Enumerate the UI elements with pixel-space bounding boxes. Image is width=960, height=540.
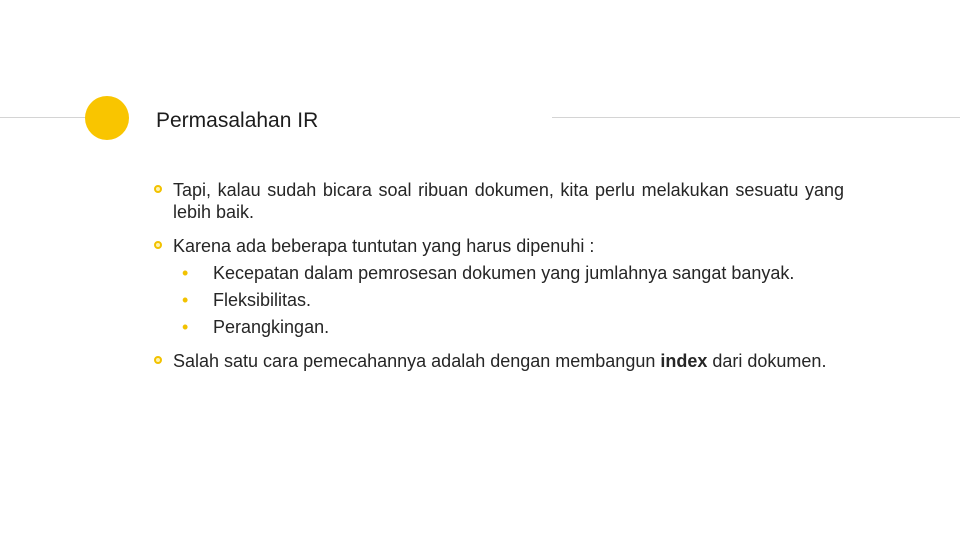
sub-list-item (182, 289, 844, 311)
sub-list-item-text: Kecepatan dalam pemrosesan dokumen yang jumlahnya sangat banyak. (213, 263, 795, 283)
list-item (154, 179, 844, 223)
dot-bullet-icon: • (182, 263, 189, 283)
list-item (154, 235, 844, 338)
ring-bullet-icon (154, 185, 162, 193)
list-item (154, 350, 844, 372)
slide-title: Permasalahan IR (156, 109, 319, 132)
ring-bullet-icon (154, 356, 162, 364)
title-rule-left (0, 117, 98, 118)
list-item-text-bold: index (660, 351, 708, 371)
sub-list-item (182, 316, 844, 338)
list-item-text-before: Salah satu cara pemecahannya adalah dengan membangun (173, 351, 661, 371)
bullet-list (154, 179, 844, 372)
list-item-text-after: dari dokumen. (707, 351, 827, 371)
ring-bullet-icon (154, 241, 162, 249)
title-circle-icon (85, 96, 129, 140)
dot-bullet-icon: • (182, 290, 189, 310)
sub-list-item-text: Fleksibilitas. (213, 290, 312, 310)
dot-bullet-icon: • (182, 317, 189, 337)
sub-list-item-text: Perangkingan. (213, 317, 330, 337)
list-item-text: Tapi, kalau sudah bicara soal ribuan dokumen, kita perlu melakukan sesuatu yang lebih baik. (173, 180, 844, 222)
sub-list-item (182, 262, 844, 284)
title-rule-right (552, 117, 960, 118)
sub-list (173, 262, 844, 338)
list-item-text: Karena ada beberapa tuntutan yang harus dipenuhi : (173, 236, 595, 256)
